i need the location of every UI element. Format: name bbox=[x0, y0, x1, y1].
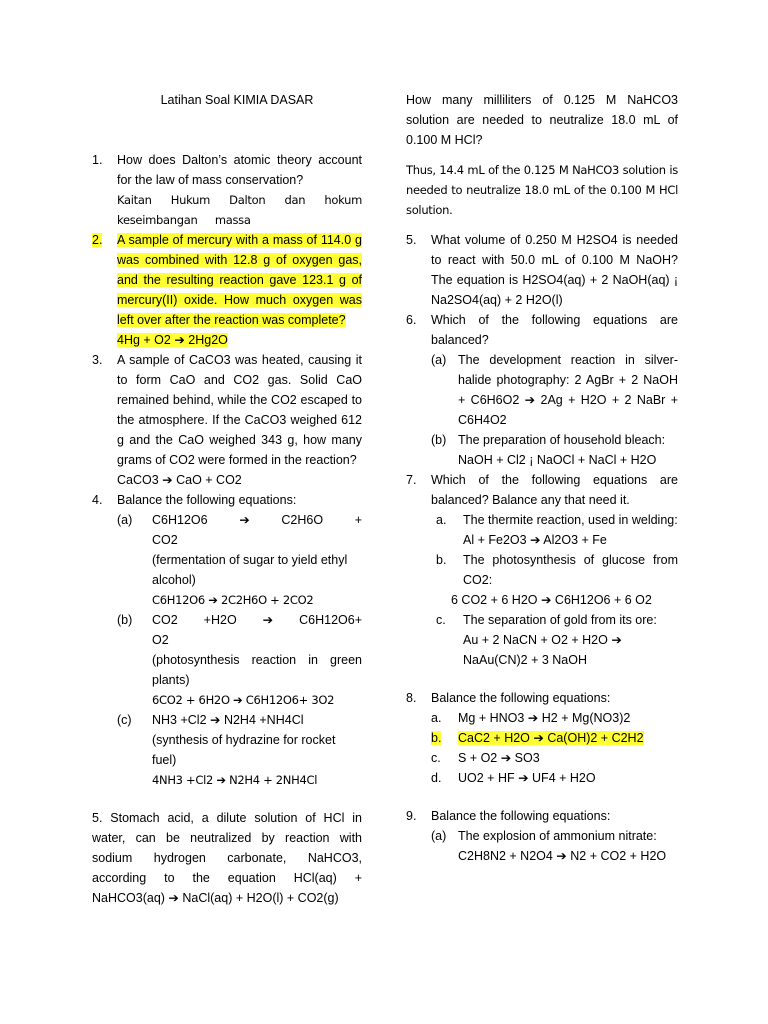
question-5-continued: How many milliliters of 0.125 M NaHCO3 solution are needed to neutralize 18.0 mL of 0.100 M HCl? bbox=[406, 93, 678, 147]
sub-item-a bbox=[431, 510, 678, 550]
question-text: What volume of 0.250 M H2SO4 is needed to react with 50.0 mL of 0.100 M NaOH? The equation is H2SO4(aq) + 2 NaOH(aq) ¡ Na2SO4(aq) + 2 H2O(l) bbox=[431, 233, 678, 307]
balanced-answer: C6H12O6 ➔ 2C2H6O + 2CO2 bbox=[152, 593, 314, 607]
sub-label: (b) bbox=[431, 433, 447, 447]
sub-text: The explosion of ammonium nitrate: bbox=[458, 829, 657, 843]
sub-text: The photosynthesis of glucose from CO2: bbox=[463, 553, 678, 587]
question-9 bbox=[406, 806, 678, 866]
sub-text: The separation of gold from its ore: bbox=[463, 613, 657, 627]
equation: Mg + HNO3 ➔ H2 + Mg(NO3)2 bbox=[458, 711, 631, 725]
sub-label: a. bbox=[436, 513, 447, 527]
question-8 bbox=[406, 688, 678, 788]
equation: Al + Fe2O3 ➔ Al2O3 + Fe bbox=[463, 533, 607, 547]
equation: 6 CO2 + 6 H2O ➔ C6H12O6 + 6 O2 bbox=[451, 593, 652, 607]
sub-text: The preparation of household bleach: bbox=[458, 433, 666, 447]
equation: CaC2 + H2O ➔ Ca(OH)2 + C2H2 bbox=[458, 731, 644, 745]
sub-item-a bbox=[431, 826, 678, 846]
reaction-description: (photosynthesis reaction in green plants) bbox=[152, 653, 362, 687]
sub-item-a bbox=[431, 708, 678, 728]
question-text: Which of the following equations are balanced? bbox=[431, 313, 678, 347]
sub-label: c. bbox=[431, 751, 441, 765]
sub-label: (a) bbox=[117, 513, 133, 527]
left-column bbox=[92, 90, 362, 908]
balanced-answer: 4NH3 +Cl2 ➔ N2H4 + 2NH4Cl bbox=[152, 773, 318, 787]
sub-label: a. bbox=[431, 711, 442, 725]
question-5b bbox=[406, 230, 678, 310]
question-text: Balance the following equations: bbox=[117, 493, 297, 507]
sub-label: c. bbox=[436, 613, 446, 627]
question-text: A sample of mercury with a mass of 114.0 g was combined with 12.8 g of oxygen gas, and the resulting reaction gave 123.1 g of mercury(II) oxide. How much oxygen was left over after the reaction was complete? bbox=[117, 233, 362, 327]
question-number: 1. bbox=[92, 153, 103, 167]
question-text: How does Dalton’s atomic theory account for the law of mass conservation? bbox=[117, 153, 362, 187]
equation: NH3 +Cl2 ➔ N2H4 +NH4Cl (synthesis of hydrazine for rocket fuel) bbox=[152, 713, 336, 767]
balanced-answer: 6CO2 + 6H2O ➔ C6H12O6+ 3O2 bbox=[152, 693, 335, 707]
reaction-description: (fermentation of sugar to yield ethyl alcohol) bbox=[152, 553, 348, 587]
sub-item-a bbox=[431, 350, 678, 430]
question-number: 9. bbox=[406, 809, 417, 823]
sub-item-b bbox=[431, 728, 678, 748]
question-number: 4. bbox=[92, 493, 103, 507]
question-text: A sample of CaCO3 was heated, causing it to form CaO and CO2 gas. Solid CaO remained behind, while the CO2 escaped to the atmosphere. If the CaCO3 weighed 612 g and the CaO weighed 343 g, how many grams of CO2 were formed in the reaction? bbox=[117, 353, 362, 467]
question-number: 5. bbox=[406, 233, 417, 247]
question-4 bbox=[92, 490, 362, 790]
equation: 4Hg + O2 ➔ 2Hg2O bbox=[117, 333, 228, 347]
equation: C6H12O6 ➔ C2H6O + CO2 bbox=[152, 513, 362, 547]
sub-label: (c) bbox=[117, 713, 132, 727]
equation: C2H8N2 + N2O4 ➔ N2 + CO2 + H2O bbox=[458, 849, 667, 863]
question-number: 7. bbox=[406, 473, 417, 487]
sub-item-c bbox=[431, 610, 678, 670]
question-number: 3. bbox=[92, 353, 103, 367]
question-number: 2. bbox=[92, 233, 103, 247]
equation: S + O2 ➔ SO3 bbox=[458, 751, 540, 765]
sub-item-c bbox=[117, 710, 362, 790]
sub-item-b bbox=[431, 430, 678, 470]
equation: CaCO3 ➔ CaO + CO2 bbox=[117, 473, 242, 487]
question-text: Which of the following equations are balanced? Balance any that need it. bbox=[431, 473, 678, 507]
sub-label: (b) bbox=[117, 613, 133, 627]
equation: Au + 2 NaCN + O2 + H2O ➔ NaAu(CN)2 + 3 NaOH bbox=[463, 633, 622, 667]
question-note: Kaitan Hukum Dalton dan hokum keseimbangan massa bbox=[117, 193, 362, 227]
equation: NaOH + Cl2 ¡ NaOCl + NaCl + H2O bbox=[458, 453, 657, 467]
page-title: Latihan Soal KIMIA DASAR bbox=[160, 93, 314, 107]
sub-label: b. bbox=[431, 731, 442, 745]
question-7 bbox=[406, 470, 678, 670]
question-number: 8. bbox=[406, 691, 417, 705]
equation: UO2 + HF ➔ UF4 + H2O bbox=[458, 771, 596, 785]
sub-label: d. bbox=[431, 771, 442, 785]
question-number: 6. bbox=[406, 313, 417, 327]
right-column bbox=[406, 90, 678, 866]
sub-item-c bbox=[431, 748, 678, 768]
question-text: Balance the following equations: bbox=[431, 691, 611, 705]
sub-item-a bbox=[117, 510, 362, 610]
equation: CO2 +H2O ➔ C6H12O6+ O2 bbox=[152, 613, 362, 647]
question-2 bbox=[92, 230, 362, 350]
question-5: 5. Stomach acid, a dilute solution of HCl in water, can be neutralized by reaction with sodium hydrogen carbonate, NaHCO3, according to the equation HCl(aq) + NaHCO3(aq) ➔ NaCl(aq) + H2O(l) + CO2(g) bbox=[92, 811, 362, 905]
question-3 bbox=[92, 350, 362, 490]
sub-label: b. bbox=[436, 553, 447, 567]
question-text: Balance the following equations: bbox=[431, 809, 611, 823]
sub-item-d bbox=[431, 768, 678, 788]
sub-item-b bbox=[117, 610, 362, 710]
sub-item-b bbox=[431, 550, 678, 590]
sub-label: (a) bbox=[431, 353, 447, 367]
sub-text: The development reaction in silver-halide photography: 2 AgBr + 2 NaOH + C6H6O2 ➔ 2Ag + H2O + 2 NaBr + C6H4O2 bbox=[458, 353, 678, 427]
sub-label: (a) bbox=[431, 829, 447, 843]
question-1 bbox=[92, 150, 362, 230]
solution-text: Thus, 14.4 mL of the 0.125 M NaHCO3 solution is needed to neutralize 18.0 mL of the 0.100 M HCl solution. bbox=[406, 163, 678, 217]
question-6 bbox=[406, 310, 678, 470]
sub-text: The thermite reaction, used in welding: bbox=[463, 513, 678, 527]
